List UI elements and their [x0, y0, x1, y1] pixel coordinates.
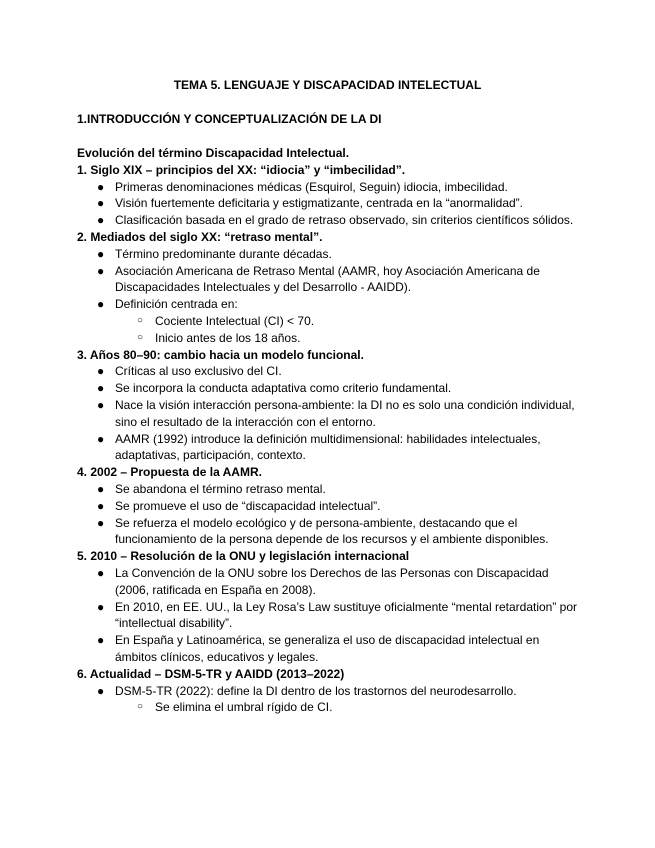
subheading: Evolución del término Discapacidad Intelectual.: [77, 146, 350, 160]
list-item-text: DSM-5-TR (2022): define la DI dentro de los trastornos del neurodesarrollo.: [115, 683, 517, 698]
bullet-icon: ●: [97, 213, 105, 228]
list-item: [77, 195, 577, 212]
hollow-bullet-icon: ○: [137, 331, 144, 343]
list-item-text: La Convención de la ONU sobre los Derechos de las Personas con Discapacidad (2006, ratificada en España en 2008).: [115, 565, 549, 597]
list-item: [77, 431, 577, 465]
list-item-text: Se abandona el término retraso mental.: [115, 481, 326, 496]
document-content: [77, 145, 577, 716]
list-item: [77, 498, 577, 515]
list-item-text: Nace la visión interacción persona-ambiente: la DI no es solo una condición individual, sino el resultado de la interacción con el entorno.: [115, 397, 575, 429]
sub-list-item-text: Cociente Intelectual (CI) < 70.: [155, 313, 315, 328]
bullet-icon: ●: [97, 179, 105, 194]
list-item-text: Se promueve el uso de “discapacidad intelectual”.: [115, 498, 381, 513]
hollow-bullet-icon: ○: [137, 701, 144, 713]
document-title: TEMA 5. LENGUAJE Y DISCAPACIDAD INTELECTUAL: [173, 78, 482, 92]
list-item: [77, 565, 577, 599]
sections: [77, 162, 577, 716]
period-heading: 2. Mediados del siglo XX: “retraso mental”.: [77, 229, 323, 244]
bullet-icon: ●: [97, 381, 105, 396]
list-item-text: Críticas al uso exclusivo del CI.: [115, 364, 282, 379]
list-item: [77, 246, 577, 263]
list-item: [77, 212, 577, 229]
list-item-text: Clasificación basada en el grado de retraso observado, sin criterios científicos sólidos.: [115, 213, 574, 228]
bullet-icon: ●: [97, 633, 105, 648]
list-item: [77, 599, 577, 633]
bullet-icon: ●: [97, 599, 105, 614]
sub-list-item: [77, 313, 577, 330]
bullet-icon: ●: [97, 498, 105, 513]
period-heading: 1. Siglo XIX – principios del XX: “idiocia” y “imbecilidad”.: [77, 162, 406, 177]
sub-list-item: [77, 330, 577, 347]
list-item: [77, 296, 577, 313]
list-item: [77, 683, 577, 700]
list-item: [77, 263, 577, 297]
bullet-icon: ●: [97, 196, 105, 211]
bullet-icon: ●: [97, 263, 105, 278]
list-item-text: Se incorpora la conducta adaptativa como criterio fundamental.: [115, 381, 452, 396]
list-item-text: Visión fuertemente deficitaria y estigmatizante, centrada en la “anormalidad”.: [115, 196, 523, 211]
bullet-icon: ●: [97, 364, 105, 379]
list-item-text: Asociación Americana de Retraso Mental (AAMR, hoy Asociación Americana de Discapacidades Intelectuales y del Desarrollo - AAIDD).: [115, 263, 540, 295]
period-heading: 3. Años 80–90: cambio hacia un modelo funcional.: [77, 347, 364, 362]
period-heading: 4. 2002 – Propuesta de la AAMR.: [77, 465, 262, 480]
list-item: [77, 179, 577, 196]
list-item: [77, 397, 577, 431]
list-item: [77, 632, 577, 666]
list-item: [77, 363, 577, 380]
sub-list-item-text: Inicio antes de los 18 años.: [155, 330, 301, 345]
list-item-text: Término predominante durante décadas.: [115, 246, 332, 261]
sub-list-item-text: Se elimina el umbral rígido de CI.: [155, 700, 333, 715]
list-item-text: En 2010, en EE. UU., la Ley Rosa’s Law sustituye oficialmente “mental retardation” por “intellectual disability”.: [115, 599, 578, 631]
list-item-text: En España y Latinoamérica, se generaliza el uso de discapacidad intelectual en ámbitos clínicos, educativos y legales.: [115, 633, 540, 664]
bullet-icon: ●: [97, 515, 105, 530]
list-item-text: Se refuerza el modelo ecológico y de persona-ambiente, destacando que el funcionamiento de la persona depende de los recursos y el ambiente disponibles.: [115, 515, 549, 547]
list-item-text: Definición centrada en:: [115, 297, 238, 312]
bullet-icon: ●: [97, 297, 105, 312]
list-item-text: Primeras denominaciones médicas (Esquirol, Seguin) idiocia, imbecilidad.: [115, 179, 508, 194]
section-heading: 1.INTRODUCCIÓN Y CONCEPTUALIZACIÓN DE LA DI: [77, 112, 382, 126]
bullet-icon: ●: [97, 397, 105, 412]
bullet-icon: ●: [97, 683, 105, 698]
list-item: [77, 515, 577, 549]
list-item: [77, 481, 577, 498]
bullet-icon: ●: [97, 431, 105, 446]
list-item: [77, 380, 577, 397]
bullet-icon: ●: [97, 481, 105, 496]
bullet-icon: ●: [97, 246, 105, 261]
list-item-text: AAMR (1992) introduce la definición multidimensional: habilidades intelectuales, adaptativas, participación, contexto.: [115, 431, 541, 463]
hollow-bullet-icon: ○: [137, 314, 144, 326]
sub-list-item: [77, 699, 577, 716]
period-heading: 6. Actualidad – DSM-5-TR y AAIDD (2013–2022): [77, 666, 345, 681]
period-heading: 5. 2010 – Resolución de la ONU y legislación internacional: [77, 549, 410, 564]
bullet-icon: ●: [97, 565, 105, 580]
